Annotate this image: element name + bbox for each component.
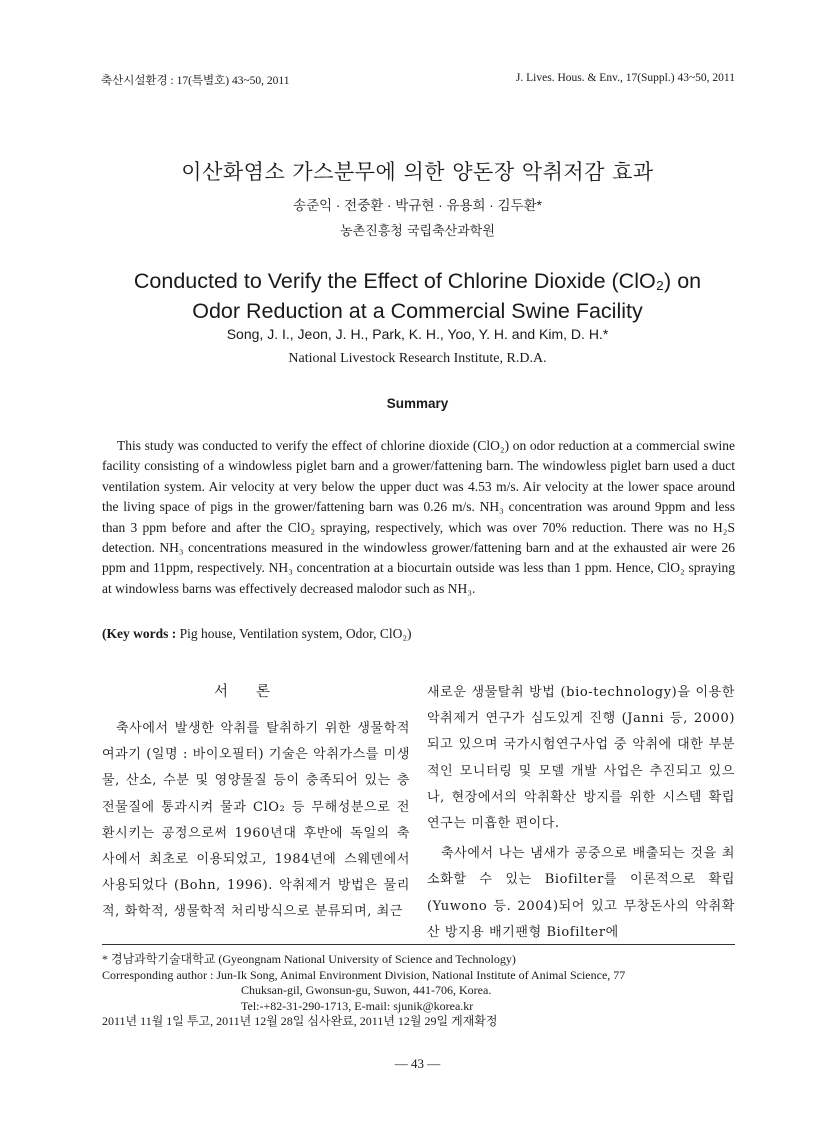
footnote-corresponding-author: Corresponding author : Jun-Ik Song, Animal Environment Division, National Institute of Animal Science, 77 xyxy=(102,967,626,982)
page-number: — 43 — xyxy=(394,1056,441,1071)
abstract xyxy=(102,436,735,599)
summary-heading: Summary xyxy=(386,396,449,411)
running-header-right: J. Lives. Hous. & Env., 17(Suppl.) 43~50, 2011 xyxy=(515,72,735,84)
english-title-line-2: Odor Reduction at a Commercial Swine Facility xyxy=(192,299,643,323)
footnote-contact: Tel:-+82-31-290-1713, E-mail: sjunik@korea.kr xyxy=(241,998,474,1013)
footnote-dates: 2011년 11월 1일 투고, 2011년 12월 28일 심사완료, 2011년 12월 29일 게재확정 xyxy=(102,1014,498,1029)
body-paragraph: 축사에서 발생한 악취를 탈취하기 위한 생물학적 여과기 (일명 : 바이오필터) 기술은 악취가스를 미생물, 산소, 수분 및 영양물질 등이 충족되어 있는 충전물질에 통과시켜 물과 ClO₂ 등 무해성분으로 전환시키는 공정으로써 1960년대 후반에 독일의 축사에서 최초로 이용되었고, 1984년에 스웨덴에서 사용되었다 (Bohn, 1996). 악취제거 방법은 물리적, 화학적, 생물학적 처리방식으로 분류되며, 최근 xyxy=(102,721,410,920)
footnote xyxy=(102,952,742,1030)
english-affiliation: National Livestock Research Institute, R.D.A. xyxy=(288,351,547,366)
korean-authors: 송준익 · 전중환 · 박규현 · 유용희 · 김두환* xyxy=(293,198,542,213)
body-paragraph: 새로운 생물탈취 방법 (bio-technology)을 이용한 악취제거 연구가 심도있게 진행 (Janni 등, 2000)되고 있으며 국가시험연구사업 중 악취에 대한 부분적인 모니터링 및 모델 개발 사업은 추진되고 있으나, 현장에서의 악취확산 방지를 위한 시스템 확립 연구는 미흡한 편이다. xyxy=(427,685,735,832)
keywords-label: (Key words : xyxy=(102,626,177,641)
english-title xyxy=(0,266,835,326)
body-column-right xyxy=(427,680,735,946)
body-column-left xyxy=(102,680,410,926)
english-title-line-1: Conducted to Verify the Effect of Chlorine Dioxide (ClO₂) on xyxy=(133,269,702,293)
korean-affiliation: 농촌진흥청 국립축산과학원 xyxy=(340,224,495,239)
footnote-divider xyxy=(102,944,735,945)
keywords xyxy=(102,626,735,642)
abstract-text: This study was conducted to verify the effect of chlorine dioxide (ClO₂) on odor reduction at a commercial swine facility consisting of a windowless piglet barn and a grower/fattening barn. The windowless piglet barn used a duct ventilation system. Air velocity at very below the upper duct was 4.53 m/s. Air velocity at the lower space around the living space of pigs in the grower/fattening barn was 0.26 m/s. NH₃ concentration was around 9ppm and less than 3 ppm before and after the ClO₂ spraying, respectively, which was over 70% reduction. There was no H₂S detection. NH₃ concentrations measured in the windowless grower/fattening barn and at the exhausted air were 26 ppm and 11ppm, respectively. NH₃ concentration at a biocurtain outside was less than 1 ppm. Hence, ClO₂ spraying at windowless barns was effectively decreased malodor such as NH₃. xyxy=(102,438,735,596)
section-heading-introduction: 서론 xyxy=(213,684,298,700)
keywords-text: Pig house, Ventilation system, Odor, ClO₂) xyxy=(176,626,412,641)
korean-title: 이산화염소 가스분무에 의한 양돈장 악취저감 효과 xyxy=(181,160,654,184)
footnote-address: Chuksan-gil, Gwonsun-gu, Suwon, 441-706, Korea. xyxy=(241,983,492,998)
running-header-left: 축산시설환경 : 17(특별호) 43~50, 2011 xyxy=(101,75,290,87)
footnote-affiliation: * 경남과학기술대학교 (Gyeongnam National University of Science and Technology) xyxy=(102,952,516,966)
english-authors: Song, J. I., Jeon, J. H., Park, K. H., Yoo, Y. H. and Kim, D. H.* xyxy=(226,326,609,342)
body-paragraph: 축사에서 나는 냄새가 공중으로 배출되는 것을 최소화할 수 있는 Biofilter를 이론적으로 확립 (Yuwono 등. 2004)되어 있고 무창돈사의 악취확산 방지용 배기팬형 Biofilter에 xyxy=(427,846,735,940)
